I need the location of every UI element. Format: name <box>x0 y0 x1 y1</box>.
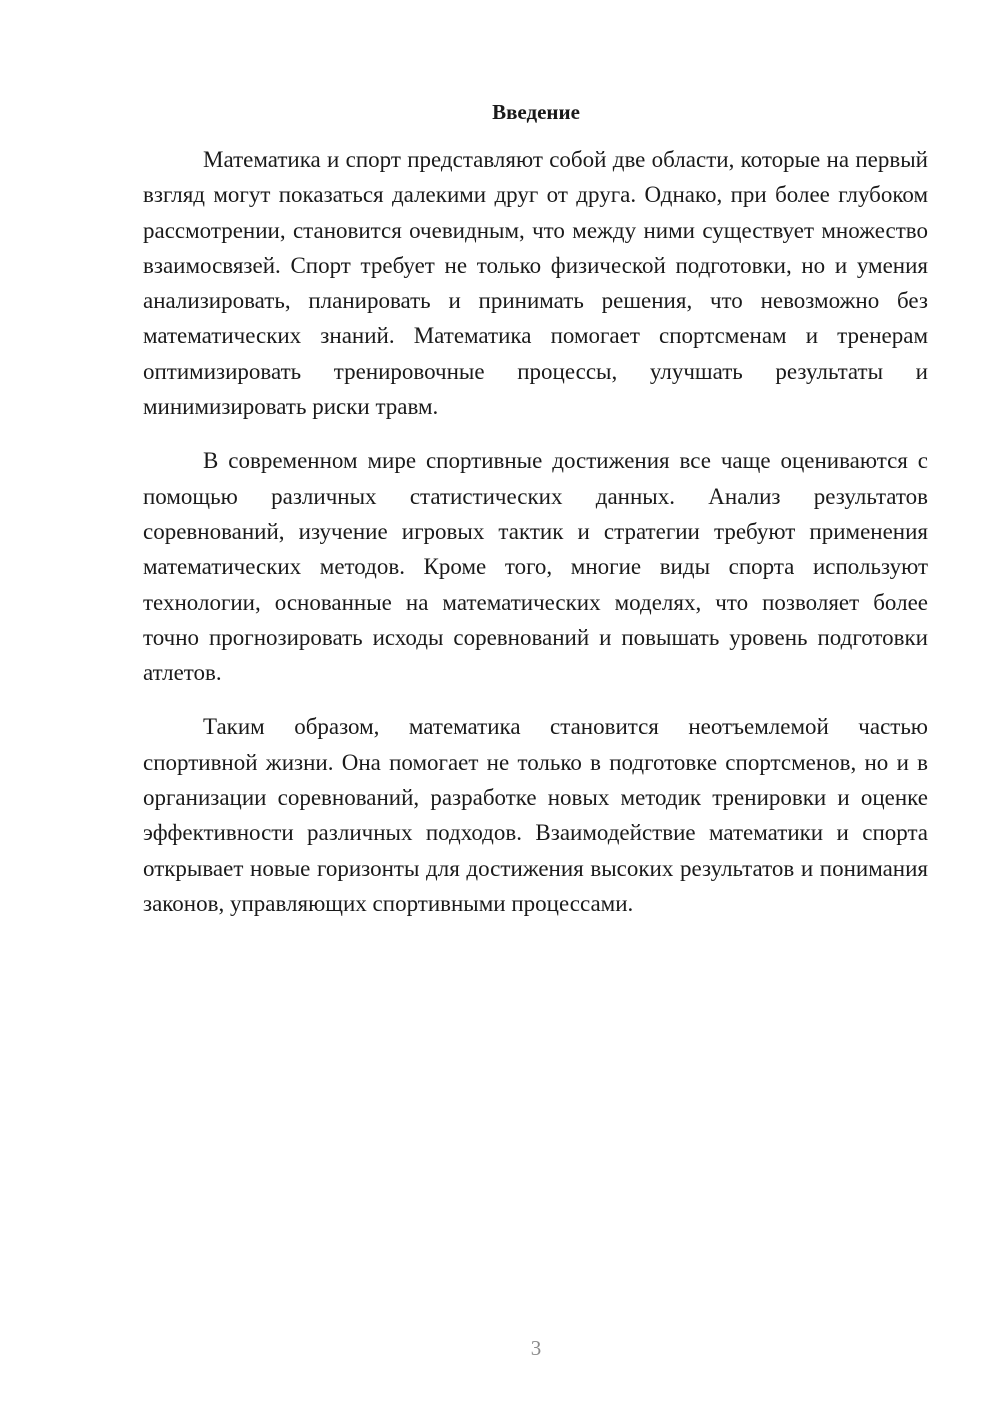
paragraph-3: Таким образом, математика становится неотъемлемой частью спортивной жизни. Она помогает не только в подготовке спортсменов, но и в организации соревнований, разработке новых методик тренировки и оценке эффективности различных подходов. Взаимодействие математики и спорта открывает новые горизонты для достижения высоких результатов и понимания законов, управляющих спортивными процессами. <box>143 714 928 916</box>
body-text <box>143 142 928 940</box>
paragraph-2: В современном мире спортивные достижения все чаще оцениваются с помощью различных статистических данных. Анализ результатов соревнований, изучение игровых тактик и стратегии требуют применения математических методов. Кроме того, многие виды спорта используют технологии, основанные на математических моделях, что позволяет более точно прогнозировать исходы соревнований и повышать уровень подготовки атлетов. <box>143 448 928 686</box>
paragraph-1: Математика и спорт представляют собой две области, которые на первый взгляд могут показаться далекими друг от друга. Однако, при более глубоком рассмотрении, становится очевидным, что между ними существует множество взаимосвязей. Спорт требует не только физической подготовки, но и умения анализировать, планировать и принимать решения, что невозможно без математических знаний. Математика помогает спортсменам и тренерам оптимизировать тренировочные процессы, улучшать результаты и минимизировать риски травм. <box>143 147 928 420</box>
section-title: Введение <box>492 100 580 124</box>
page-number: 3 <box>530 1336 542 1360</box>
